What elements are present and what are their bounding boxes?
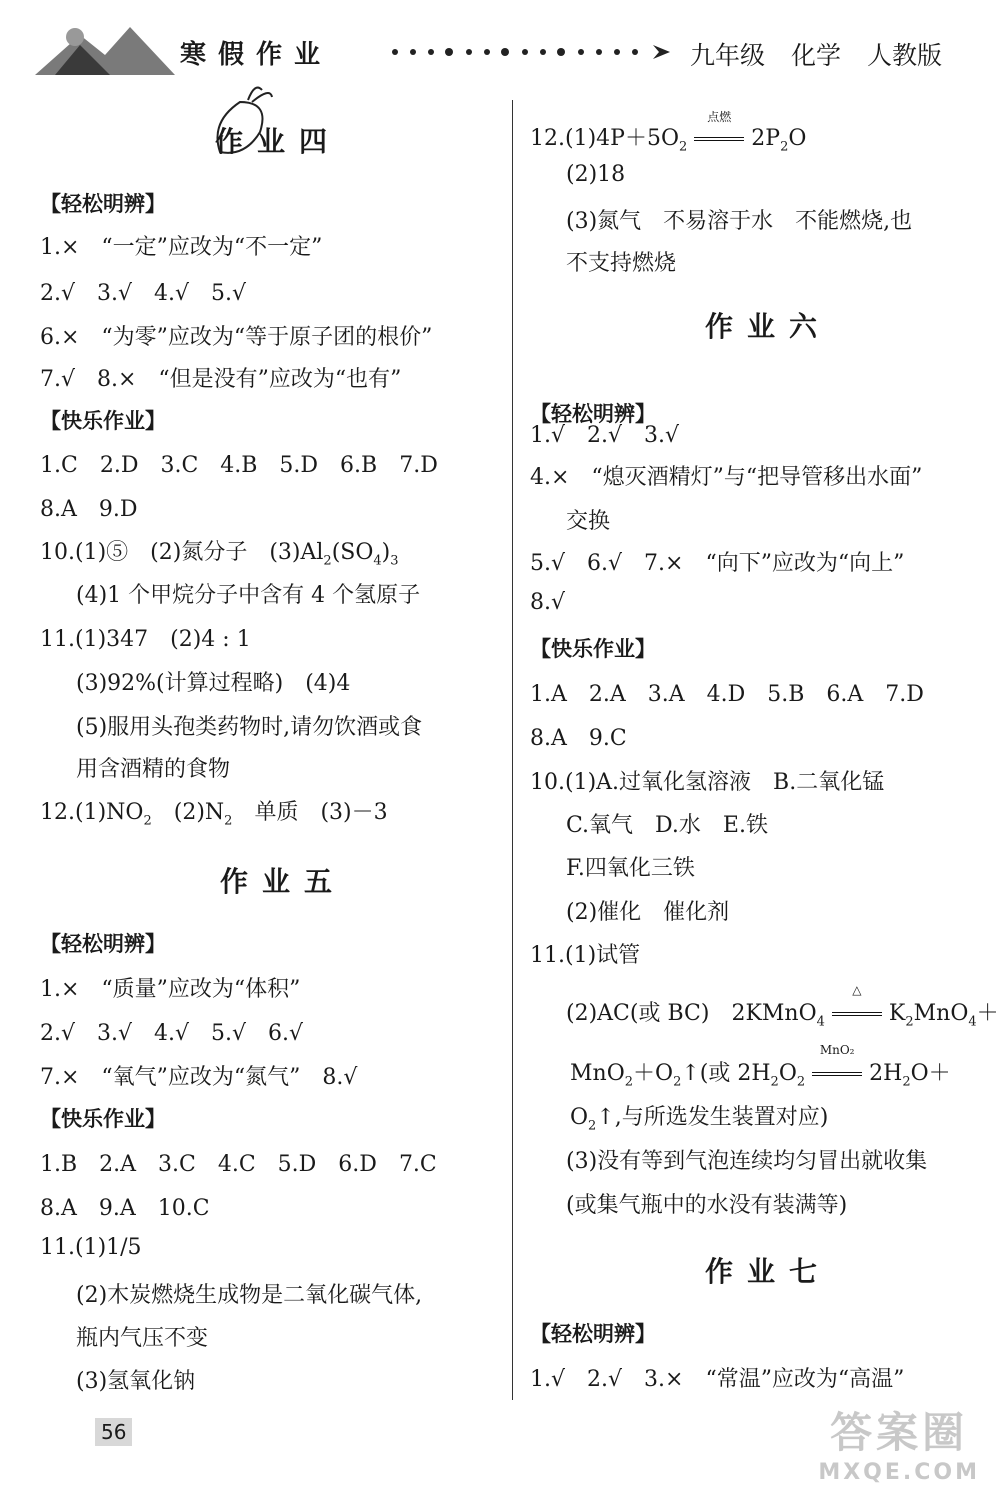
hw5-section-happy: 【快乐作业】 <box>40 1107 166 1131</box>
hw4-line-13c: 单质 (3)－3 <box>254 800 388 825</box>
watermark-url: MXQE.COM <box>818 1460 980 1485</box>
hw4-section-happy: 【快乐作业】 <box>40 409 166 433</box>
hw4-line-7c: ) <box>381 540 391 565</box>
hw6-line-6: 1.A 2.A 3.A 4.D 5.B 6.A 7.D <box>530 682 924 707</box>
hw4-line-7 <box>40 535 399 568</box>
hw4-line-1: 1.× “一定”应改为“不一定” <box>40 235 323 260</box>
hw6-line-8: 10.(1)A.过氧化氢溶液 B.二氧化锰 <box>530 770 885 795</box>
sub-2: 2 <box>770 1074 779 1090</box>
hw6-line-13a: (2)AC(或 BC) 2KMnO <box>566 1001 817 1026</box>
hw6-line-13d: ＋ <box>976 1001 999 1026</box>
hw4-line-12: 用含酒精的食物 <box>76 757 231 782</box>
hw4-line-6: 8.A 9.D <box>40 497 138 522</box>
hw5-line-5: 8.A 9.A 10.C <box>40 1196 210 1221</box>
hw4-line-13b: (2)N <box>173 800 225 825</box>
hw4-line-3: 6.× “为零”应改为“等于原子团的根价” <box>40 325 433 350</box>
dotted-arrow-icon <box>385 44 685 60</box>
watermark <box>818 1400 980 1485</box>
hw4-line-13 <box>40 795 388 828</box>
book-meta <box>690 36 942 72</box>
page-number: 56 <box>95 1418 132 1446</box>
eq-12b: 2P <box>751 126 781 151</box>
sub-2: 2 <box>902 1074 911 1090</box>
hw4-line-5: 1.C 2.D 3.C 4.B 5.D 6.B 7.D <box>40 453 438 478</box>
hw5-line-8: 瓶内气压不变 <box>76 1326 209 1351</box>
hw4-section-easy: 【轻松明辨】 <box>40 192 166 216</box>
hw5-line-2: 2.√ 3.√ 4.√ 5.√ 6.√ <box>40 1021 304 1046</box>
r-line-14: (3)氮气 不易溶于水 不能燃烧,也 <box>566 209 913 234</box>
hw5-line-4: 1.B 2.A 3.C 4.C 5.D 6.D 7.C <box>40 1152 437 1177</box>
hw6-line-4: 5.√ 6.√ 7.× “向下”应改为“向上” <box>530 551 905 576</box>
hw6-line-5: 8.√ <box>530 590 566 615</box>
hw4-line-7b: (SO <box>331 540 374 565</box>
eq-12-line <box>530 110 807 155</box>
sub-2: 2 <box>780 139 789 155</box>
hw4-line-9: 11.(1)347 (2)4 : 1 <box>40 627 251 652</box>
hw6-line-2: 4.× “熄灭酒精灯”与“把导管移出水面” <box>530 465 923 490</box>
hw6-line-14f: O＋ <box>910 1061 951 1086</box>
hw6-section-easy: 【轻松明辨】 <box>530 402 656 426</box>
sub-2: 2 <box>905 1014 914 1030</box>
sub-2: 2 <box>678 139 688 155</box>
hw4-line-11: (5)服用头孢类药物时,请勿饮酒或食 <box>76 715 423 740</box>
hw6-line-14b: ＋O <box>633 1061 674 1086</box>
hw4-line-13a: 12.(1)NO <box>40 800 144 825</box>
reaction-arrow <box>694 110 744 151</box>
hw6-line-7: 8.A 9.C <box>530 726 627 751</box>
hw4-line-2: 2.√ 3.√ 4.√ 5.√ <box>40 281 247 306</box>
hw7-section-easy: 【轻松明辨】 <box>530 1322 656 1346</box>
reaction-arrow <box>832 983 882 1026</box>
hw6-section-happy: 【快乐作业】 <box>530 637 656 661</box>
hw6-line-11: (2)催化 催化剂 <box>566 900 730 925</box>
eq-12c: O <box>788 126 807 151</box>
hw6-line-13 <box>530 983 999 1030</box>
hw6-line-10: F.四氧化三铁 <box>566 856 695 881</box>
hw6-line-13c: MnO <box>913 1001 969 1026</box>
column-divider <box>512 100 513 1400</box>
sub-2: 2 <box>796 1074 806 1090</box>
hw4-line-8: (4)1 个甲烷分子中含有 4 个氢原子 <box>76 583 421 608</box>
sub-2: 2 <box>224 813 233 829</box>
reaction-condition: MnO₂ <box>819 1043 855 1057</box>
grade-label: 九年级 <box>690 41 766 70</box>
sub-4: 4 <box>968 1014 977 1030</box>
hw6-line-16: (3)没有等到气泡连续均匀冒出就收集 <box>566 1149 928 1174</box>
hw6-line-14e: 2H <box>869 1061 903 1086</box>
hw4-title: 作业四 <box>215 125 342 158</box>
hw6-line-15 <box>570 1100 828 1133</box>
watermark-logo: 答案圈 <box>830 1408 969 1457</box>
hw6-line-14a: MnO <box>570 1061 625 1086</box>
sub-4: 4 <box>816 1014 825 1030</box>
hw4-line-4: 7.√ 8.× “但是没有”应改为“也有” <box>40 367 402 392</box>
r-line-13: (2)18 <box>566 162 626 187</box>
sub-2: 2 <box>143 813 152 829</box>
hw6-line-3: 交换 <box>566 509 611 534</box>
hw5-title: 作业五 <box>220 865 347 898</box>
hw5-line-9: (3)氢氧化钠 <box>76 1369 196 1394</box>
hw6-line-14c: ↑(或 2H <box>681 1061 771 1086</box>
subject-label: 化学 <box>790 41 841 70</box>
reaction-condition: △ <box>852 983 862 997</box>
edition-label: 人教版 <box>866 41 942 70</box>
reaction-condition: 点燃 <box>707 110 732 124</box>
hw6-line-15a: O <box>570 1105 589 1130</box>
hw6-line-9: C.氧气 D.水 E.铁 <box>566 813 768 838</box>
hw7-line-1: 1.√ 2.√ 3.× “常温”应改为“高温” <box>530 1367 905 1392</box>
hw6-line-13b: K <box>888 1001 906 1026</box>
hw6-line-12: 11.(1)试管 <box>530 943 641 968</box>
hw6-title: 作业六 <box>705 310 832 343</box>
brand-title: 寒假作业 <box>180 40 333 70</box>
page-header <box>0 0 1000 95</box>
sub-3: 3 <box>390 553 399 569</box>
hw6-line-15b: ↑,与所选发生装置对应) <box>596 1105 829 1130</box>
sub-2: 2 <box>673 1074 682 1090</box>
hw6-line-1: 1.√ 2.√ 3.√ <box>530 423 680 448</box>
hw5-line-1: 1.× “质量”应改为“体积” <box>40 977 301 1002</box>
hw4-line-7a: 10.(1)⑤ (2)氮分子 (3)Al <box>40 540 324 565</box>
sub-2: 2 <box>588 1118 597 1134</box>
r-line-15: 不支持燃烧 <box>566 251 677 276</box>
mountain-logo-icon <box>35 15 175 80</box>
eq-12a: 12.(1)4P＋5O <box>530 126 679 151</box>
hw6-line-14 <box>570 1043 951 1090</box>
hw6-line-14d: O <box>778 1061 797 1086</box>
sub-2: 2 <box>624 1074 634 1090</box>
hw5-line-7: (2)木炭燃烧生成物是二氧化碳气体, <box>76 1283 423 1308</box>
hw7-title: 作业七 <box>705 1255 832 1288</box>
hw5-line-3: 7.× “氧气”应改为“氮气” 8.√ <box>40 1065 358 1090</box>
hw6-line-17: (或集气瓶中的水没有装满等) <box>566 1193 848 1218</box>
hw5-section-easy: 【轻松明辨】 <box>40 932 166 956</box>
sub-2: 2 <box>323 553 332 569</box>
reaction-arrow <box>812 1043 862 1086</box>
hw5-line-6: 11.(1)1/5 <box>40 1235 142 1260</box>
sub-4: 4 <box>373 553 382 569</box>
hw4-line-10: (3)92%(计算过程略) (4)4 <box>76 671 351 696</box>
